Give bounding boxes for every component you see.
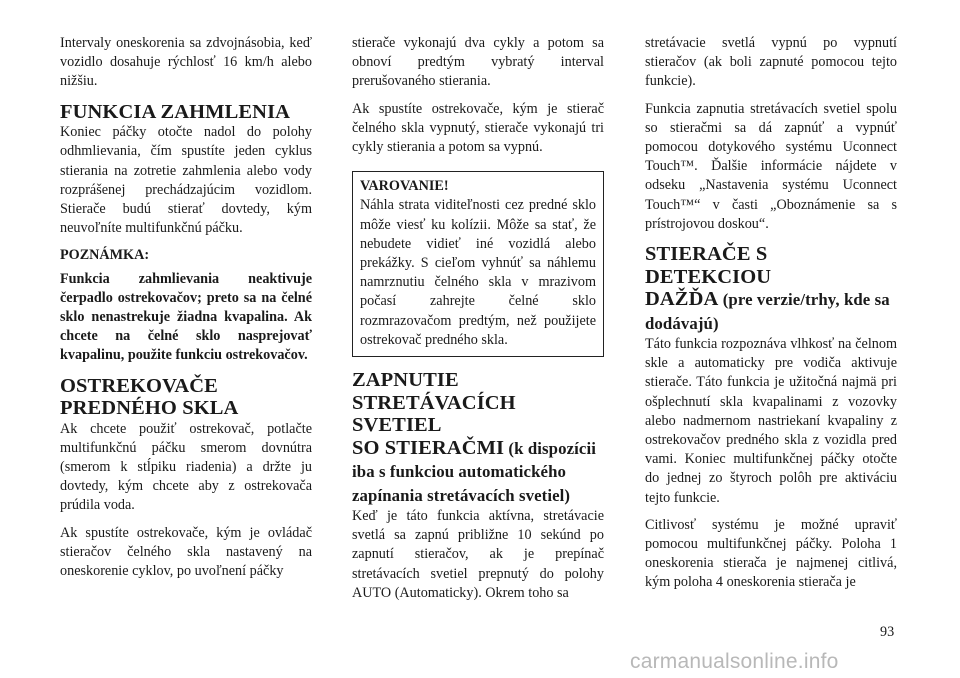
column-left	[60, 34, 312, 589]
paragraph-intervals: Intervaly oneskorenia sa zdvojnásobia, keď vozidlo dosahuje rýchlosť 16 km/h alebo nižšiu.	[60, 35, 312, 90]
heading-rain-sensing-wipers	[645, 243, 897, 335]
heading-washers-line2: PREDNÉHO SKLA	[60, 397, 239, 420]
heading-rain-line1: STIERAČE S DETEKCIOU	[645, 243, 772, 288]
watermark: carmanualsonline.info	[630, 650, 839, 673]
note-label: POZNÁMKA:	[60, 247, 150, 264]
note-text: Funkcia zahmlievania neaktivuje čerpadlo ostrekovačov; preto sa na čelné sklo nenastrekuje žiadna kvapalina. Ak chcete na čelné sklo nasprejovať kvapalinu, použite funkciu ostrekovačov.	[60, 270, 312, 364]
paragraph-headlights: Keď je táto funkcia aktívna, stretávacie svetlá sa zapnú približne 10 sekúnd po zapnutí stieračov, ak je prepínač stretávacích svetiel prepnutý do polohy AUTO (Automaticky). Okrem toho sa	[352, 508, 604, 601]
heading-lights-line3: SO STIERAČMI	[352, 436, 505, 459]
heading-rain-subtitle: (pre verzie/trhy, kde sa dodávajú)	[645, 290, 890, 333]
paragraph-washer-cycles: stierače vykonajú dva cykly a potom sa obnoví predtým vybratý interval prerušovaného stierania.	[352, 35, 604, 90]
paragraph-mist: Koniec páčky otočte nadol do polohy odhmlievania, čím spustíte jeden cyklus stierania na zotretie zahmlenia alebo vody rozprášenej prechádzajúcim vozidlom. Stierače budú stierať dovtedy, kým neuvoľníte multifunkčnú páčku.	[60, 124, 312, 237]
heading-windshield-washers	[60, 375, 312, 420]
heading-lights-line2: STRETÁVACÍCH SVETIEL	[352, 391, 516, 437]
page-number: 93	[880, 624, 895, 640]
paragraph-sensitivity: Citlivosť systému je možné upraviť pomocou multifunkčnej páčky. Poloha 1 oneskorenia stierača je najmenej citlivá, kým poloha 4 oneskorenia stierača je	[645, 516, 897, 591]
column-right	[645, 34, 897, 601]
warning-box	[352, 171, 604, 357]
paragraph-washer-off: Ak spustíte ostrekovače, kým je stierač čelného skla vypnutý, stierače vykonajú tri cykly stierania a potom sa vypnú.	[352, 100, 604, 156]
column-middle	[352, 34, 604, 611]
paragraph-rain-sensing: Táto funkcia rozpoznáva vlhkosť na čelnom skle a automaticky pre vodiča aktivuje stierače. Táto funkcia je užitočná najmä pri ošplechnutí skla kvapalinami z vozovky alebo nadmernom nastriekaní kvapaliny z ostrekovačov predného skla z vozidla pred vami. Koniec multifunkčnej páčky otočte do jednej zo štyroch polôh pre aktiváciu tejto funkcie.	[645, 336, 897, 506]
paragraph-headlights-off: stretávacie svetlá vypnú po vypnutí stieračov (ak boli zapnuté pomocou tejto funkcie).	[645, 35, 897, 90]
warning-text: Náhla strata viditeľnosti cez predné sklo môže viesť ku kolízii. Môže sa stať, že nebudete vidieť iné vozidlá alebo prekážky. S cieľom vyhnúť sa náhlemu namrznutiu čelného skla v mrazivom počasí zahrejte čelné sklo rozmrazovačom predtým, než použijete ostrekovač predného skla.	[360, 197, 596, 348]
heading-rain-line2: DAŽĎA	[645, 288, 719, 311]
heading-mist-function: FUNKCIA ZAHMLENIA	[60, 100, 291, 123]
paragraph-uconnect: Funkcia zapnutia stretávacích svetiel spolu so stieračmi sa dá zapnúť a vypnúť pomocou dotykového systému Uconnect Touch™. Ďalšie informácie nájdete v odseku „Nastavenia systému Uconnect Touch™“ v časti „Oboznámenie sa s prístrojovou doskou“.	[645, 100, 897, 232]
heading-lights-subtitle: (k dispozícii iba s funkciou automatického zapínania stretávacích svetiel)	[352, 438, 596, 505]
heading-lights-line1: ZAPNUTIE	[352, 369, 459, 392]
heading-headlights-with-wipers	[352, 369, 604, 507]
paragraph-washer-use: Ak chcete použiť ostrekovač, potlačte multifunkčnú páčku smerom dovnútra (smerom k stĺpiku riadenia) a držte ju dovtedy, kým chcete aby z ostrekovača prúdila voda.	[60, 420, 312, 514]
heading-washers-line1: OSTREKOVAČE	[60, 374, 218, 397]
paragraph-washer-delay: Ak spustíte ostrekovače, kým je ovládač stieračov čelného skla nastavený na oneskorenie cyklov, po uvoľnení páčky	[60, 524, 312, 579]
warning-title: VAROVANIE!	[360, 178, 449, 195]
